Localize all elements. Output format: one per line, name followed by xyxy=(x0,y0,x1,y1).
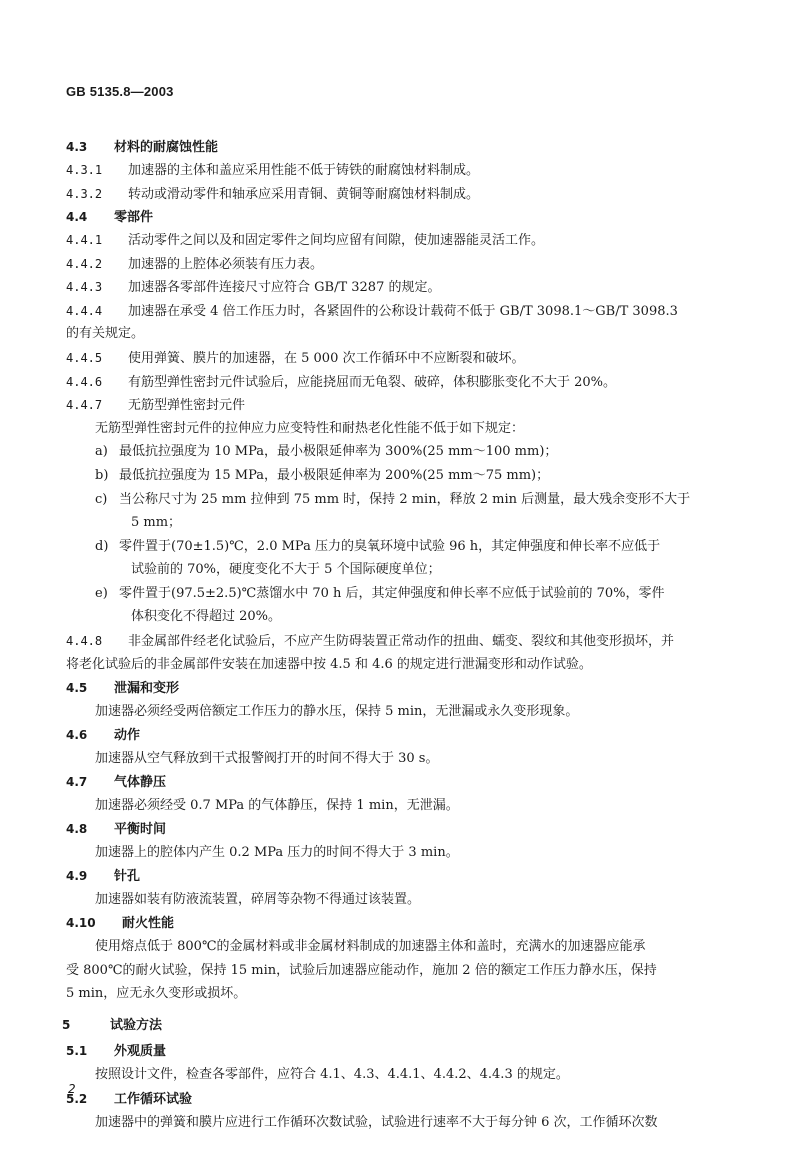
clause-number: 5 xyxy=(62,1018,71,1032)
clause-text: 最低抗拉强度为 10 MPa，最小极限延伸率为 300%(25 mm～100 mm)； xyxy=(119,444,558,459)
clause-text: 受 800℃的耐火试验，保持 15 min，试验后加速器应能动作，施加 2 倍的额定工作压力静水压，保持 xyxy=(66,963,657,978)
text-line-item xyxy=(95,468,549,484)
text-line-heading xyxy=(66,774,166,791)
clause-number: e) xyxy=(95,586,108,601)
text-line-itemcont xyxy=(131,515,181,531)
text-line-heading xyxy=(66,139,218,156)
clause-number: 4.4.7 xyxy=(66,398,103,412)
clause-number: 4.4.4 xyxy=(66,304,103,318)
text-line-para xyxy=(95,892,420,908)
clause-text: 无筋型弹性密封元件 xyxy=(128,398,246,413)
text-line-itemcont xyxy=(131,609,281,625)
clause-text: 加速器各零部件连接尺寸应符合 GB/T 3287 的规定。 xyxy=(128,280,441,295)
clause-text: 最低抗拉强度为 15 MPa，最小极限延伸率为 200%(25 mm～75 mm)； xyxy=(119,468,550,483)
text-line-item xyxy=(95,586,665,602)
clause-text: 按照设计文件，检查各零部件，应符合 4.1、4.3、4.4.1、4.4.2、4.4.3 的规定。 xyxy=(95,1067,569,1082)
text-line-para xyxy=(95,704,578,720)
clause-text: 试验前的 70%，硬度变化不大于 5 个国际硬度单位； xyxy=(131,562,441,577)
clause-text: 将老化试验后的非金属部件安装在加速器中按 4.5 和 4.6 的规定进行泄漏变形和动作试验。 xyxy=(66,657,592,672)
clause-number: 4.5 xyxy=(66,681,88,695)
clause-text: 转动或滑动零件和轴承应采用青铜、黄铜等耐腐蚀材料制成。 xyxy=(128,187,480,202)
text-line-para xyxy=(95,845,459,861)
text-line-para xyxy=(95,939,646,955)
text-line-clause xyxy=(66,350,524,367)
clause-text: 动作 xyxy=(114,728,141,743)
clause-number: d) xyxy=(95,539,109,554)
clause-number: a) xyxy=(95,444,108,459)
clause-text: 加速器必须经受 0.7 MPa 的气体静压，保持 1 min，无泄漏。 xyxy=(95,798,459,813)
clause-number: c) xyxy=(95,492,108,507)
text-line-clause xyxy=(66,162,479,179)
text-line-cont xyxy=(66,986,246,1002)
clause-number: 4.4.6 xyxy=(66,375,103,389)
text-line-para xyxy=(95,798,459,814)
text-line-heading10 xyxy=(66,915,174,932)
text-line-cont xyxy=(66,657,592,673)
clause-text: 加速器中的弹簧和膜片应进行工作循环次数试验，试验进行速率不大于每分钟 6 次，工作循环次数 xyxy=(95,1115,658,1130)
clause-number: 4.4.2 xyxy=(66,257,103,271)
text-line-heading xyxy=(66,680,179,697)
clause-text: 耐火性能 xyxy=(122,916,175,931)
clause-number: 5.2 xyxy=(66,1092,88,1106)
clause-text: 加速器从空气释放到干式报警阀打开的时间不得大于 30 s。 xyxy=(95,751,439,766)
clause-text: 零件置于(70±1.5)℃，2.0 MPa 压力的臭氧环境中试验 96 h，其定伸强度和伸长率不应低于 xyxy=(119,539,661,554)
clause-text: 零部件 xyxy=(114,210,154,225)
text-line-clause xyxy=(66,397,245,414)
text-line-item xyxy=(95,492,690,508)
text-line-para xyxy=(95,751,438,767)
text-line-clause xyxy=(66,232,544,249)
clause-number: 4.3 xyxy=(66,140,88,154)
clause-number: 4.4.3 xyxy=(66,280,103,294)
clause-number: 4.4.1 xyxy=(66,233,103,247)
text-line-heading xyxy=(66,821,166,838)
clause-number: 4.6 xyxy=(66,728,88,742)
clause-text: 使用弹簧、膜片的加速器，在 5 000 次工作循环中不应断裂和破坏。 xyxy=(128,351,525,366)
clause-text: 加速器的上腔体必须装有压力表。 xyxy=(128,257,324,272)
clause-number: 4.4.8 xyxy=(66,634,103,648)
text-line-para xyxy=(95,1115,658,1131)
clause-text: 气体静压 xyxy=(114,775,167,790)
clause-text: 的有关规定。 xyxy=(66,326,145,341)
clause-text: 体积变化不得超过 20%。 xyxy=(131,609,282,624)
text-line-heading xyxy=(66,209,153,226)
clause-number: 4.3.2 xyxy=(66,187,103,201)
text-line-chapter xyxy=(62,1017,162,1034)
clause-text: 试验方法 xyxy=(110,1018,163,1033)
text-line-clause xyxy=(66,256,323,273)
clause-text: 5 mm； xyxy=(131,515,182,530)
clause-text: 有筋型弹性密封元件试验后，应能挠屈而无龟裂、破碎，体积膨胀变化不大于 20%。 xyxy=(128,375,617,390)
text-line-heading xyxy=(66,1043,166,1060)
clause-text: 泄漏和变形 xyxy=(114,681,180,696)
clause-text: 5 min，应无永久变形或损坏。 xyxy=(66,986,247,1001)
clause-number: 4.10 xyxy=(66,916,96,930)
clause-text: 材料的耐腐蚀性能 xyxy=(114,140,219,155)
text-line-para xyxy=(95,1067,569,1083)
text-line-heading xyxy=(66,727,140,744)
page-number: 2 xyxy=(68,1082,76,1096)
clause-text: 加速器上的腔体内产生 0.2 MPa 压力的时间不得大于 3 min。 xyxy=(95,845,459,860)
clause-text: 零件置于(97.5±2.5)℃蒸馏水中 70 h 后，其定伸强度和伸长率不应低于试验前的 70%，零件 xyxy=(119,586,665,601)
text-line-clause xyxy=(66,279,440,296)
clause-text: 无筋型弹性密封元件的拉伸应力应变特性和耐热老化性能不低于如下规定： xyxy=(95,421,525,436)
text-line-cont xyxy=(66,963,657,979)
clause-text: 加速器必须经受两倍额定工作压力的静水压，保持 5 min，无泄漏或永久变形现象。 xyxy=(95,704,579,719)
text-line-heading xyxy=(66,1091,192,1108)
text-line-clause xyxy=(66,633,674,650)
clause-text: 工作循环试验 xyxy=(114,1092,193,1107)
clause-text: 非金属部件经老化试验后，不应产生防碍装置正常动作的扭曲、蠕变、裂纹和其他变形损坏，并 xyxy=(128,634,675,649)
text-line-itemcont xyxy=(131,562,441,578)
clause-text: 外观质量 xyxy=(114,1044,167,1059)
text-line-item xyxy=(95,539,660,555)
clause-text: 加速器的主体和盖应采用性能不低于铸铁的耐腐蚀材料制成。 xyxy=(128,163,480,178)
clause-text: 活动零件之间以及和固定零件之间均应留有间隙，使加速器能灵活工作。 xyxy=(128,233,545,248)
text-line-para xyxy=(95,421,524,437)
clause-number: 4.4.5 xyxy=(66,351,103,365)
clause-text: 针孔 xyxy=(114,869,141,884)
clause-number: 5.1 xyxy=(66,1044,88,1058)
clause-text: 当公称尺寸为 25 mm 拉伸到 75 mm 时，保持 2 min，释放 2 min 后测量，最大残余变形不大于 xyxy=(119,492,691,507)
clause-text: 加速器在承受 4 倍工作压力时，各紧固件的公称设计载荷不低于 GB/T 3098.1～GB/T 3098.3 xyxy=(128,304,678,319)
text-line-clause xyxy=(66,186,479,203)
text-line-item xyxy=(95,444,557,460)
clause-number: 4.8 xyxy=(66,822,88,836)
clause-number: 4.3.1 xyxy=(66,163,103,177)
text-line-cont xyxy=(66,326,144,342)
standard-id-header: GB 5135.8—2003 xyxy=(66,84,174,99)
clause-text: 使用熔点低于 800℃的金属材料或非金属材料制成的加速器主体和盖时，充满水的加速器应能承 xyxy=(95,939,646,954)
text-line-heading xyxy=(66,868,140,885)
clause-text: 加速器如装有防液流装置，碎屑等杂物不得通过该装置。 xyxy=(95,892,421,907)
clause-number: b) xyxy=(95,468,109,483)
clause-number: 4.4 xyxy=(66,210,88,224)
clause-text: 平衡时间 xyxy=(114,822,167,837)
clause-number: 4.9 xyxy=(66,869,88,883)
text-line-clause xyxy=(66,303,678,320)
clause-number: 4.7 xyxy=(66,775,88,789)
text-line-clause xyxy=(66,374,616,391)
